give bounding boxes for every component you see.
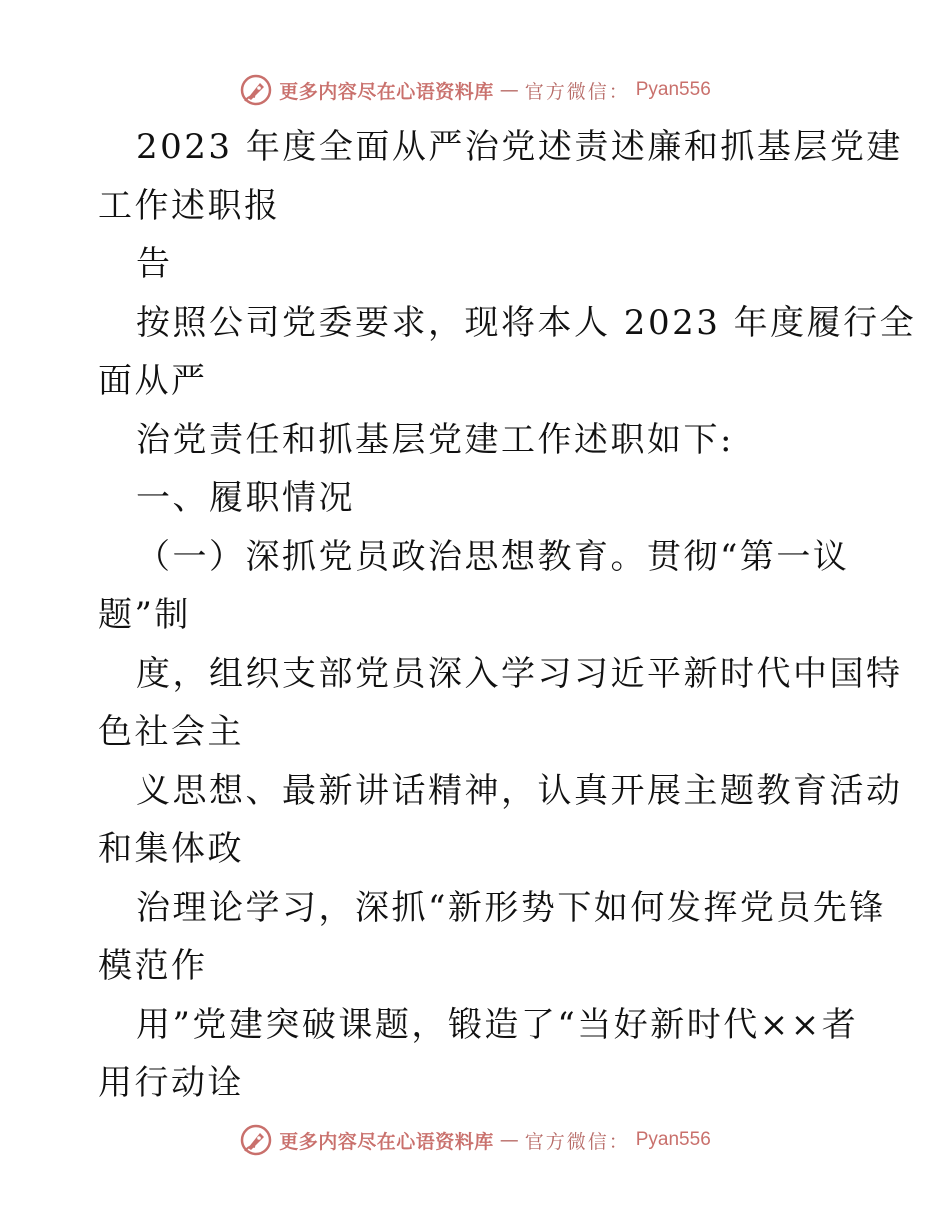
watermark-wechat-label: 官方微信： bbox=[524, 1130, 630, 1153]
document-title-line-3: 告 bbox=[136, 244, 173, 284]
paragraph-line: （一）深抓党员政治思想教育。贯彻“第一议 bbox=[136, 536, 850, 577]
document-title-line-2: 工作述职报 bbox=[98, 185, 281, 226]
paragraph-line: 按照公司党委要求，现将本人 2023 年度履行全 bbox=[136, 302, 917, 343]
pen-nib-logo-icon bbox=[239, 73, 273, 107]
paragraph-line: 和集体政 bbox=[98, 829, 244, 869]
pen-nib-logo-icon bbox=[239, 1123, 273, 1157]
paragraph-line: 义思想、最新讲话精神，认真开展主题教育活动 bbox=[136, 770, 903, 811]
section-heading: 一、履职情况 bbox=[136, 478, 355, 518]
watermark-separator: — bbox=[499, 79, 519, 101]
watermark-separator: — bbox=[499, 1129, 519, 1151]
watermark-brand: 更多内容尽在心语资料库 bbox=[279, 80, 494, 103]
document-title-line-1: 2023 年度全面从严治党述责述廉和抓基层党建 bbox=[136, 127, 903, 167]
paragraph-line: 治党责任和抓基层党建工作述职如下: bbox=[136, 419, 734, 460]
paragraph-line: 治理论学习，深抓“新形势下如何发挥党员先锋 bbox=[136, 887, 886, 928]
paragraph-line: 模范作 bbox=[98, 946, 208, 986]
paragraph-line: 用行动诠 bbox=[98, 1063, 244, 1103]
watermark-wechat-label: 官方微信： bbox=[524, 80, 630, 103]
watermark-wechat-id: Pyan556 bbox=[635, 79, 711, 100]
paragraph-line: 色社会主 bbox=[98, 712, 244, 752]
paragraph-line: 用”党建突破课题，锻造了“当好新时代××者 bbox=[136, 1004, 859, 1045]
footer-watermark bbox=[0, 1120, 950, 1160]
paragraph-line: 面从严 bbox=[98, 361, 208, 401]
header-watermark bbox=[0, 70, 950, 110]
watermark-brand: 更多内容尽在心语资料库 bbox=[279, 1130, 494, 1153]
paragraph-line: 度，组织支部党员深入学习习近平新时代中国特 bbox=[136, 653, 903, 694]
document-body bbox=[98, 118, 917, 1113]
paragraph-line: 题”制 bbox=[98, 595, 191, 635]
watermark-wechat-id: Pyan556 bbox=[635, 1129, 711, 1150]
